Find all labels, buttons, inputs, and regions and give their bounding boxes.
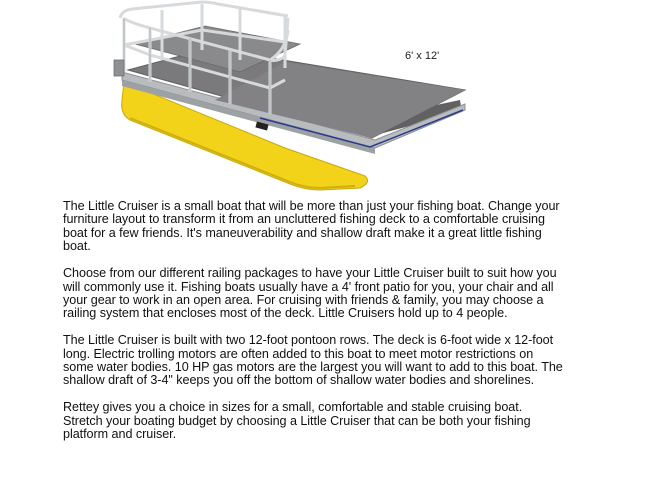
- pontoon-boat-illustration: [110, 0, 470, 195]
- boat-image: [110, 0, 470, 195]
- description-text: [63, 200, 563, 455]
- size-caption: 6' x 12': [405, 50, 440, 62]
- paragraph-railing: Choose from our different railing packages to have your Little Cruiser built to suit how you will commonly use it. Fishing boats usually have a 4' front patio for you, your chair and all your gear to work in an open area. For cruising with friends & family, you may choose a railing system that encloses most of the deck. Little Cruisers hold up to 4 people.: [63, 266, 557, 321]
- paragraph-intro: The Little Cruiser is a small boat that will be more than just your fishing boat. Change your furniture layout to transform it from an uncluttered fishing deck to a comfortable cruising boat for a few friends. It's maneuverability and shallow draft make it a great little fishing boat.: [63, 199, 560, 254]
- paragraph-specs: The Little Cruiser is built with two 12-foot pontoon rows. The deck is 6-foot wide x 12-foot long. Electric trolling motors are often added to this boat to meet motor restrictions on some water bodies. 10 HP gas motors are the largest you will want to add to this boat. The shallow draft of 3-4" keeps you off the bottom of shallow water bodies and shorelines.: [63, 333, 563, 388]
- paragraph-budget: Rettey gives you a choice in sizes for a small, comfortable and stable cruising boat. Stretch your boating budget by choosing a Little Cruiser that can be both your fishing platform and cruiser.: [63, 400, 531, 442]
